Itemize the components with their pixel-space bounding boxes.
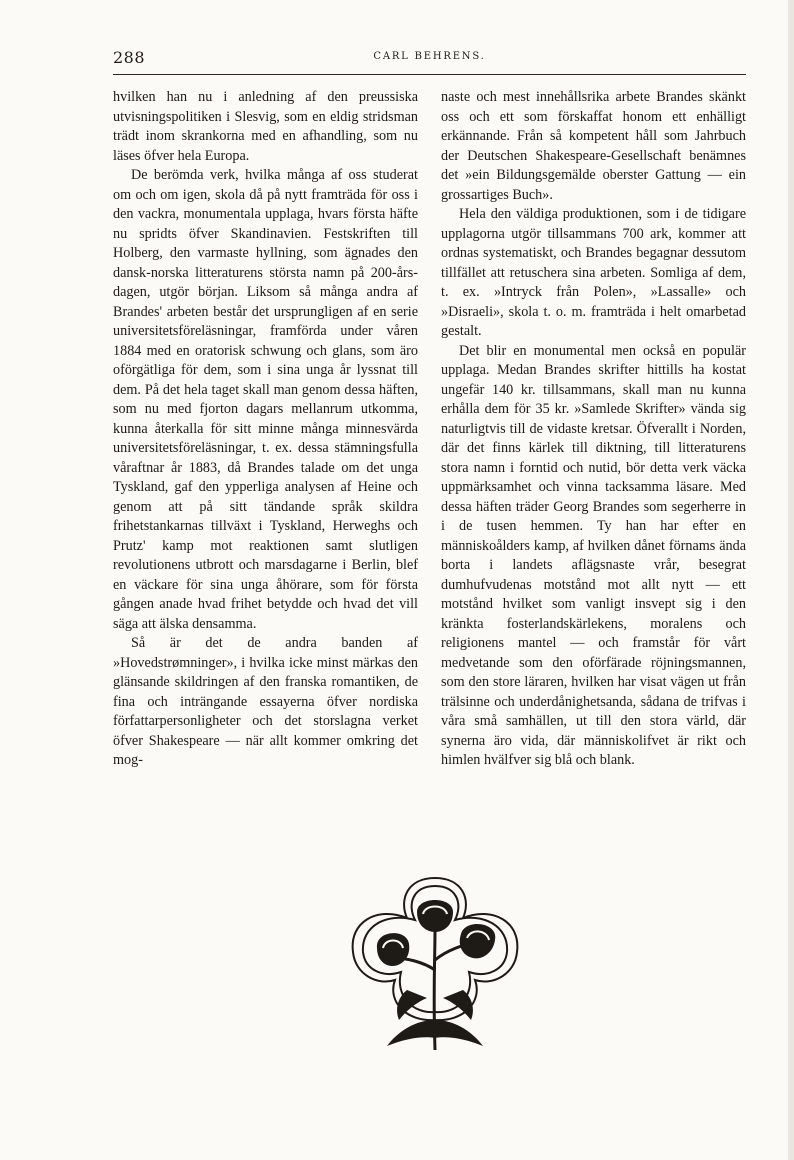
page-edge xyxy=(788,0,794,1160)
running-head: CARL BEHRENS. xyxy=(373,51,486,62)
page-number: 288 xyxy=(113,48,146,67)
left-column xyxy=(113,88,418,771)
flower-ornament-icon xyxy=(337,870,533,1060)
paragraph: Så är det de andra banden af »Hovedstrømninger», i hvilka icke minst märkas den glänsande skildringen af den franska romantiken, de fina och inträngande essayerna öfver nordiska författarpersonligheter och det storslagna verket öfver Shakespeare — när allt kommer omkring det mog- xyxy=(113,635,418,768)
paragraph: De berömda verk, hvilka många af oss studerat om och om igen, skola då på nytt framträda för oss i den vackra, monumentala upplaga, hvars första häfte nu spridts öfver Skandinavien. Festskriften till Holberg, den varmaste hyllning, som ägnades den dansk-norska litteraturens största namn på 200-års-dagen, utgör början. Liksom så många andra af Brandes' arbeten består det ursprungligen af en serie universitetsföreläsningar, framförda under våren 1884 med en oratorisk schwung och glans, som äro oförgätliga för dem, som i sina unga år lyssnat till dem. På det hela taget skall man genom dessa häften, som nu med fjorton dagars mellanrum utkomma, kunna återkalla för sitt minne många minnesvärda universitetsföreläsningar, t. ex. dessa stämningsfulla våraftnar år 1883, då Brandes talade om det unga Tyskland, gaf den ypperliga analysen af Heine och genom att på sitt tändande språk skildra frihetstankarnas tillväxt i Tyskland, Herweghs och Prutz' kamp mot reaktionen samt slutligen revolutionens utbrott och marsdagarne i Berlin, blef en väckare för sina unga åhörare, som för första gången anade hvad frihet betydde och hvad det vill säga att älska densamma. xyxy=(113,167,418,632)
paragraph: hvilken han nu i anledning af den preussiska utvisningspolitiken i Slesvig, som en eldig stridsman trädt inom skrankorna med en afhandling, som nu läses öfver hela Europa. xyxy=(113,89,418,164)
page-header xyxy=(113,48,746,72)
paragraph: Hela den väldiga produktionen, som i de tidigare upplagorna utgör tillsammans 700 ark, kommer att ordnas systematiskt, och Brandes begagnar dessutom tillfället att retuschera sina arbeten. Somliga af dem, t. ex. »Intryck från Polen», »Lassalle» och »Disraeli», skola t. o. m. framträda i helt omarbetad gestalt. xyxy=(441,206,746,339)
paragraph: Det blir en monumental men också en populär upplaga. Medan Brandes skrifter hittills ha kostat ungefär 140 kr. tillsammans, skall man nu kunna erhålla dem för 35 kr. »Samlede Skrifter» vända sig naturligtvis till de vidaste kretsar. Öfverallt i Norden, där det finns kärlek till diktning, till litteraturens stora namn i forntid och nutid, bör detta verk väcka uppmärksamhet och vinna tacksamma läsare. Med dessa häften träder Georg Brandes som segerherre in i de tusen hemmen. Ty han har efter en människoålders kamp, af hvilken dånet förnams ända borta i landets aflägsnaste vrår, besegrat dumhufvudenas motstånd mot allt nytt — ett motstånd hvilket som vanligt insvept sig i den kränkta fosterlandskärlekens, moralens och religionens mantel — och framstår för vårt medvetande som den oförfärade röjningsmannen, som den store läraren, hvilken har visat vägen ut från trälsinne och underdånighetsanda, sådana de trifvas i våra små samhällen, ut till den stora värld, där synerna äro vida, där människolifvet är rikt och himlen hvälfver sig blå och blank. xyxy=(441,342,746,768)
paragraph: naste och mest innehållsrika arbete Brandes skänkt oss och ett som förskaffat honom ett enhälligt erkännande. Från så kompetent håll som Jahrbuch der Deutschen Shakespeare-Gesellschaft benämnes det »ein Bildungsgemälde oberster Gattung — ein grossartiges Buch». xyxy=(441,89,746,203)
right-column xyxy=(441,88,746,771)
header-rule xyxy=(113,74,746,75)
